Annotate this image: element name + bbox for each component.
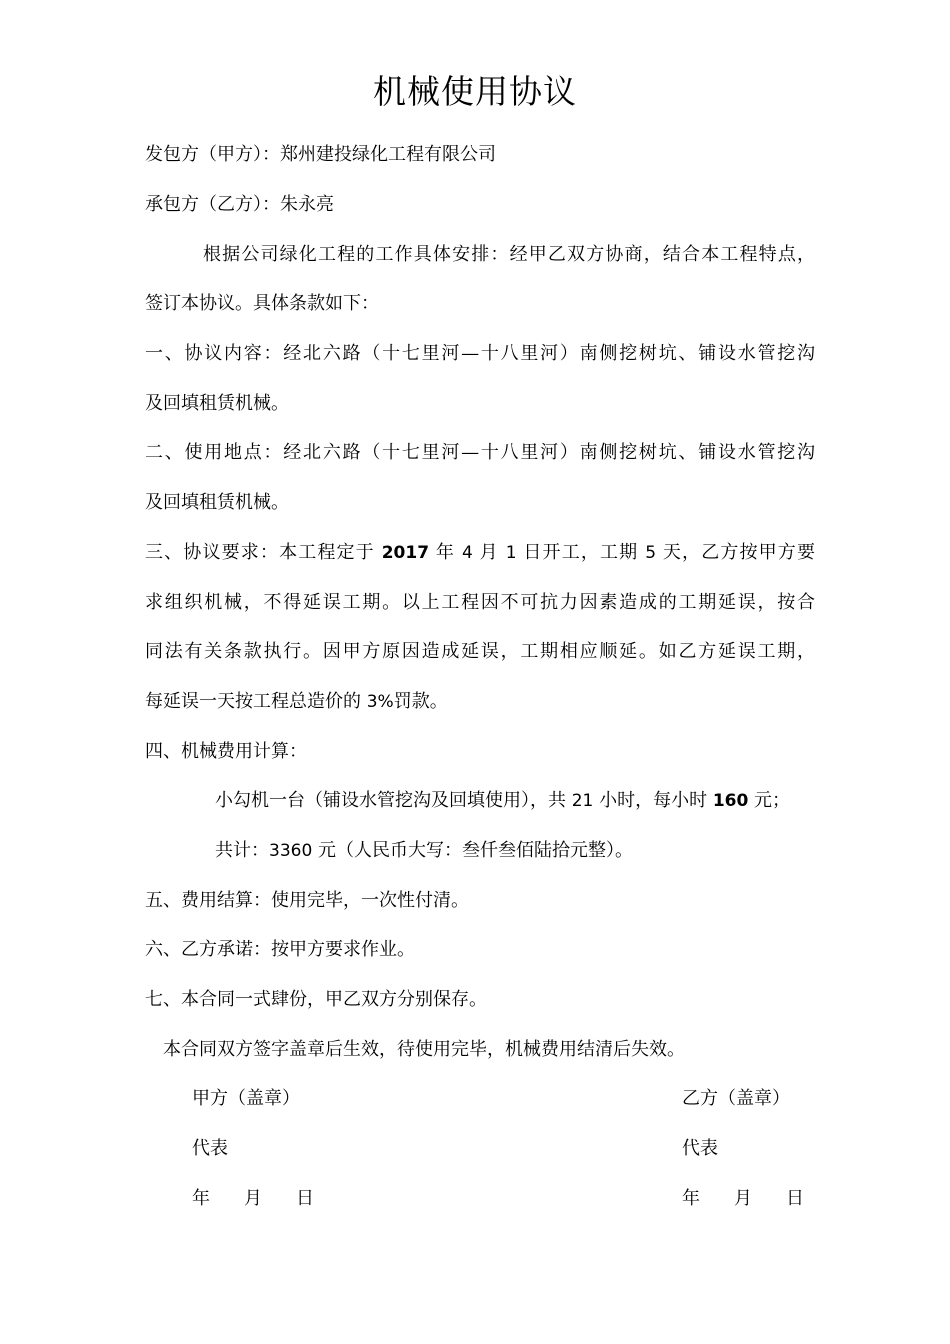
- penalty-suffix: 罚款。: [393, 691, 448, 712]
- total-prefix: 共计：: [215, 840, 269, 861]
- clause-3-prefix: 三、协议要求：本工程定于: [145, 542, 382, 563]
- party-a-date-day: 日: [296, 1188, 314, 1209]
- party-b-label: 承包方（乙方）：: [145, 194, 280, 215]
- party-b-date-line: [682, 1184, 804, 1214]
- machine-item-prefix: 小勾机一台（铺设水管挖沟及回填使用），共: [215, 790, 572, 811]
- party-b-date-day: 日: [786, 1188, 804, 1209]
- penalty-rate: 3%: [366, 692, 394, 712]
- start-day: 1: [505, 543, 517, 563]
- party-b-name: 朱永亮: [280, 194, 334, 215]
- party-a-line: [145, 140, 815, 170]
- hourly-rate: 160: [712, 791, 749, 811]
- clause-6: 六、乙方承诺：按甲方要求作业。: [145, 939, 415, 960]
- validity-statement: 本合同双方签字盖章后生效，待使用完毕，机械费用结清后失效。: [163, 1039, 685, 1060]
- clause-3-line-2: 求组织机械，不得延误工期。以上工程因不可抗力因素造成的工期延误，按合: [145, 592, 815, 613]
- work-period: 5: [645, 543, 657, 563]
- party-a-date-year: 年: [192, 1188, 210, 1209]
- party-b-line: [145, 190, 815, 220]
- party-b-representative-label: 代表: [682, 1138, 718, 1159]
- clause-3-line-1-tail: 天，乙方按甲方要: [656, 542, 815, 563]
- party-a-label: 发包方（甲方）：: [145, 144, 280, 165]
- total-suffix: 元（人民币大写：叁仟叁佰陆拾元整）。: [312, 840, 633, 861]
- party-a-date-month: 月: [244, 1188, 262, 1209]
- start-year: 2017: [381, 543, 430, 563]
- start-month: 4: [461, 543, 473, 563]
- party-b-seal-label: 乙方（盖章）: [682, 1088, 790, 1109]
- clause-3-line-3: 同法有关条款执行。因甲方原因造成延误，工期相应顺延。如乙方延误工期，: [145, 641, 815, 662]
- total-amount: 3360: [269, 841, 313, 861]
- party-a-seal-label: 甲方（盖章）: [192, 1088, 300, 1109]
- penalty-prefix: 每延误一天按工程总造价的: [145, 691, 367, 712]
- clause-1-line-1: 一、协议内容：经北六路（十七里河—十八里河）南侧挖树坑、铺设水管挖沟: [145, 343, 815, 364]
- day-unit: 日开工，工期: [516, 542, 646, 563]
- clause-4-heading: 四、机械费用计算：: [145, 741, 307, 762]
- clause-5: 五、费用结算：使用完毕，一次性付清。: [145, 890, 469, 911]
- party-b-date-month: 月: [734, 1188, 752, 1209]
- clause-7: 七、本合同一式肆份，甲乙双方分别保存。: [145, 989, 487, 1010]
- party-b-date-year: 年: [682, 1188, 700, 1209]
- machine-item-suffix: 元；: [748, 790, 791, 811]
- party-a-representative-label: 代表: [192, 1138, 228, 1159]
- document-title: 机械使用协议: [373, 72, 577, 111]
- clause-3-line-1: [145, 538, 815, 568]
- total-line: [215, 836, 885, 866]
- party-a-name: 郑州建投绿化工程有限公司: [280, 144, 496, 165]
- intro-line-1: 根据公司绿化工程的工作具体安排：经甲乙双方协商，结合本工程特点，: [203, 244, 815, 265]
- clause-3-line-4: [145, 687, 815, 717]
- clause-2-line-1: 二、使用地点：经北六路（十七里河—十八里河）南侧挖树坑、铺设水管挖沟: [145, 442, 815, 463]
- clause-1-line-2: 及回填租赁机械。: [145, 393, 289, 414]
- clause-2-line-2: 及回填租赁机械。: [145, 492, 289, 513]
- machine-hours: 21: [571, 791, 594, 811]
- machine-item-mid: 小时，每小时: [593, 790, 713, 811]
- year-unit: 年: [429, 542, 462, 563]
- party-a-date-line: [192, 1184, 314, 1214]
- intro-line-2: 签订本协议。具体条款如下：: [145, 293, 379, 314]
- month-unit: 月: [472, 542, 506, 563]
- machine-item-line: [215, 786, 885, 816]
